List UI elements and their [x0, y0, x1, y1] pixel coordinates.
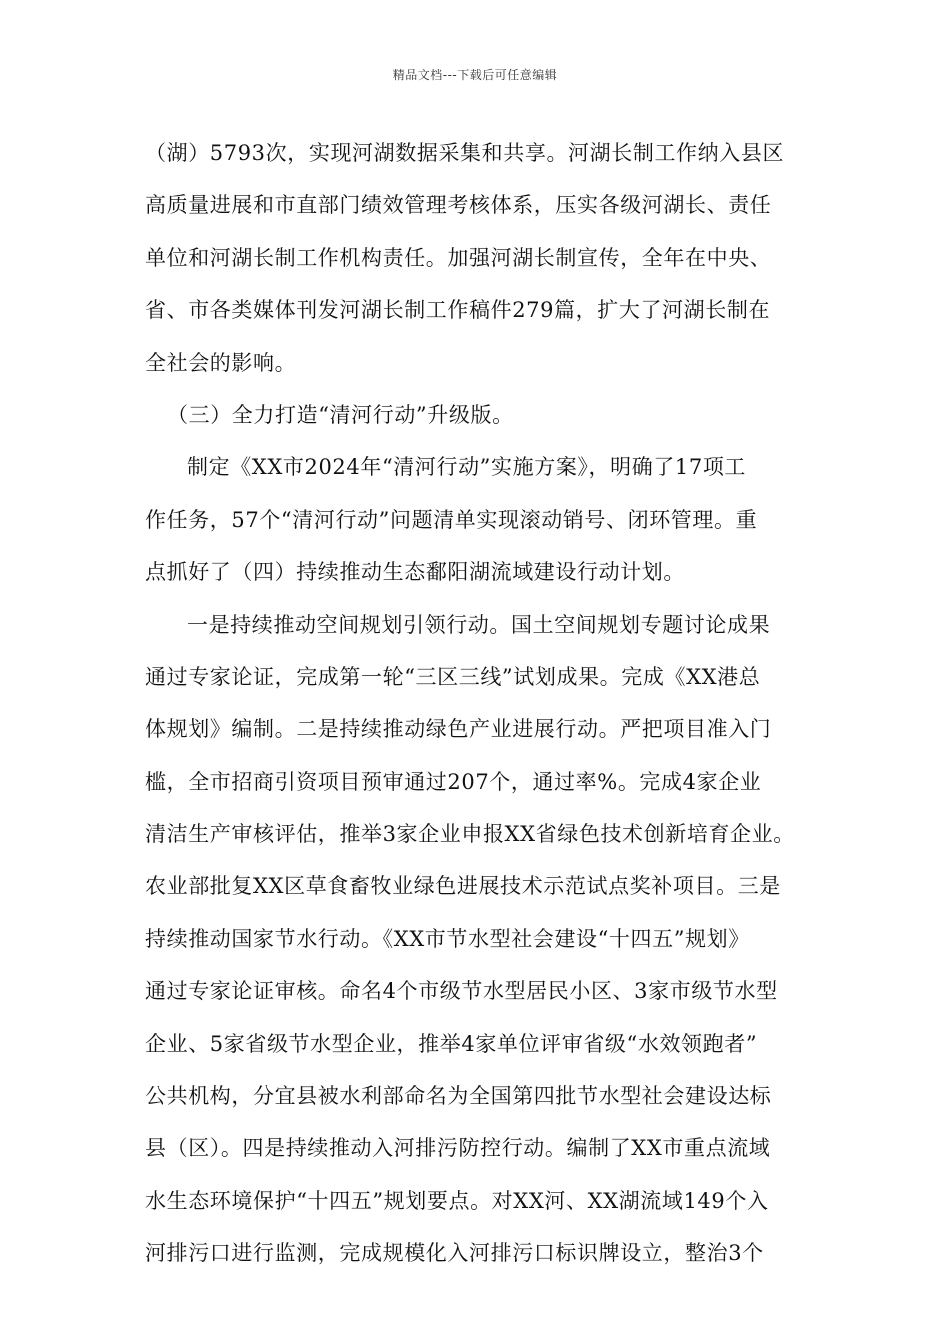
paragraph-first-line: 一是持续推动空间规划引领行动。国土空间规划专题讨论成果 — [187, 612, 771, 637]
document-body — [145, 127, 809, 1280]
page-header: 精品文档---下载后可任意编辑 — [392, 68, 558, 82]
text-line: 体规划》编制。二是持续推动绿色产业进展行动。严把项目准入门 — [145, 717, 772, 742]
text-line: 全社会的影响。 — [145, 350, 297, 375]
text-line: 农业部批复XX区草食畜牧业绿色进展技术示范试点奖补项目。三是 — [145, 874, 781, 899]
text-line: 公共机构，分宜县被水利部命名为全国第四批节水型社会建设达标 — [145, 1084, 772, 1109]
text-line: 作任务，57个“清河行动”问题清单实现滚动销号、闭环管理。重 — [145, 507, 758, 532]
text-line: 通过专家论证审核。命名4个市级节水型居民小区、3家市级节水型 — [145, 979, 778, 1004]
text-line: 企业、5家省级节水型企业，推举4家单位评审省级“水效领跑者” — [145, 1031, 758, 1056]
text-line: 省、市各类媒体刊发河湖长制工作稿件279篇，扩大了河湖长制在 — [145, 298, 771, 323]
text-line: 高质量进展和市直部门绩效管理考核体系，压实各级河湖长、责任 — [145, 193, 772, 218]
text-line: 点抓好了（四）持续推动生态鄱阳湖流域建设行动计划。 — [145, 560, 685, 585]
text-line: 水生态环境保护“十四五”规划要点。对XX河、XX湖流域149个入 — [145, 1188, 769, 1213]
text-line: 县（区）。四是持续推动入河排污防控行动。编制了XX市重点流域 — [145, 1136, 771, 1161]
paragraph-first-line: 制定《XX市2024年“清河行动”实施方案》，明确了17项工 — [187, 455, 747, 480]
section-heading: （三）全力打造“清河行动”升级版。 — [167, 402, 514, 427]
text-line: 槛，全市招商引资项目预审通过207个，通过率%。完成4家企业 — [145, 769, 762, 794]
text-line: （湖）5793次，实现河湖数据采集和共享。河湖长制工作纳入县区 — [145, 141, 785, 165]
text-line: 单位和河湖长制工作机构责任。加强河湖长制宣传，全年在中央、 — [145, 245, 772, 270]
text-line: 通过专家论证，完成第一轮“三区三线”试划成果。完成《XX港总 — [145, 664, 761, 689]
text-line: 河排污口进行监测，完成规模化入河排污口标识牌设立，整治3个 — [145, 1241, 764, 1266]
text-line: 清洁生产审核评估，推举3家企业申报XX省绿色技术创新培育企业。 — [145, 822, 795, 847]
text-line: 持续推动国家节水行动。《XX市节水型社会建设“十四五”规划》 — [145, 926, 750, 951]
